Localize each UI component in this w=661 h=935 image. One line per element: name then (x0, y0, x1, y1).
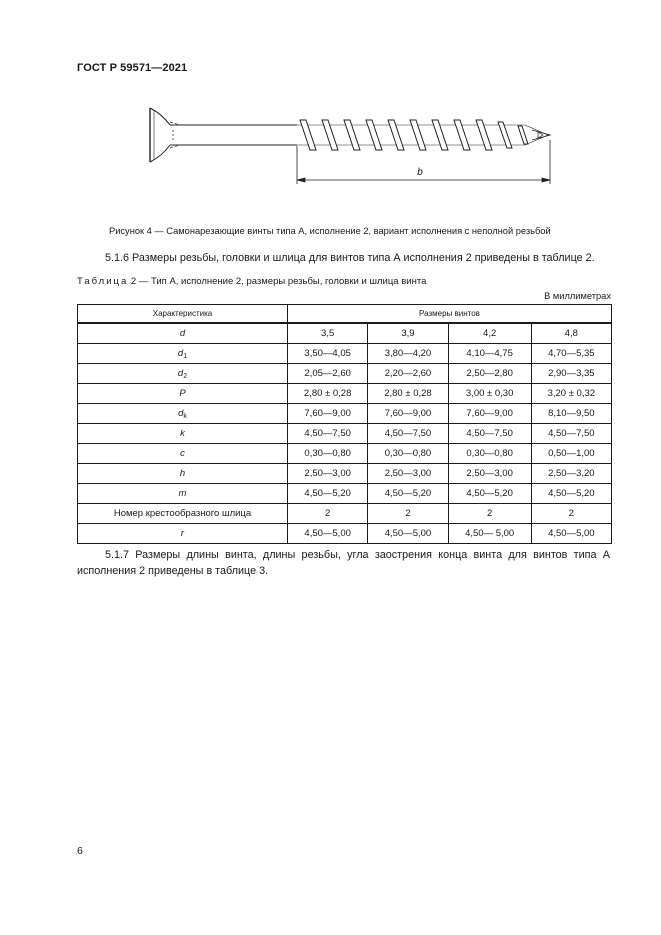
row-label-symbol: c (180, 448, 185, 459)
table-title-word: Таблица (77, 276, 129, 287)
table-row (78, 504, 612, 524)
row-label-symbol: d (177, 368, 184, 379)
value-cell: 4,8 (531, 323, 611, 344)
row-label (78, 344, 288, 364)
row-label-symbol: h (179, 468, 186, 479)
value-cell: 2,05—2,60 (288, 364, 368, 384)
standard-designation: ГОСТ Р 59571—2021 (77, 62, 188, 74)
row-label-symbol: d (177, 348, 184, 359)
table-title-text: — Тип А, исполнение 2, размеры резьбы, головки и шлица винта (136, 276, 427, 287)
screw-drawing-svg (140, 100, 560, 195)
row-label-subscript: 1 (183, 353, 188, 360)
table-row (78, 524, 612, 544)
value-cell: 2 (368, 504, 448, 524)
row-label-symbol: m (178, 488, 187, 499)
value-cell: 4,50—7,50 (368, 424, 448, 444)
table-header-row (78, 305, 612, 324)
row-label-symbol: P (179, 388, 186, 399)
row-label-symbol: Номер крестообразного шлица (113, 508, 252, 519)
value-cell: 2,50—3,20 (531, 464, 611, 484)
value-cell: 4,50—5,00 (368, 524, 448, 544)
row-label (78, 404, 288, 424)
value-cell: 8,10—9,50 (531, 404, 611, 424)
table-row (78, 344, 612, 364)
value-cell: 4,10—4,75 (448, 344, 531, 364)
value-cell: 4,50—7,50 (531, 424, 611, 444)
value-cell: 4,50—5,20 (368, 484, 448, 504)
table-title (77, 276, 426, 287)
row-label (78, 424, 288, 444)
dimension-b-label: b (417, 167, 423, 178)
value-cell: 4,50—5,20 (288, 484, 368, 504)
value-cell: 4,50—7,50 (448, 424, 531, 444)
table-body (78, 323, 612, 544)
value-cell: 4,2 (448, 323, 531, 344)
row-label-symbol: d (179, 328, 186, 339)
value-cell: 3,9 (368, 323, 448, 344)
row-label (78, 384, 288, 404)
row-label (78, 504, 288, 524)
figure-caption: Рисунок 4 — Самонарезающие винты типа А, исполнение 2, вариант исполнения с неполной резьбой (109, 226, 551, 236)
value-cell: 4,70—5,35 (531, 344, 611, 364)
value-cell: 3,20 ± 0,32 (531, 384, 611, 404)
table-row (78, 424, 612, 444)
value-cell: 7,60—9,00 (368, 404, 448, 424)
value-cell: 2 (288, 504, 368, 524)
value-cell: 0,30—0,80 (448, 444, 531, 464)
row-label-symbol: r (180, 528, 185, 539)
row-label-symbol: d (178, 408, 184, 419)
value-cell: 3,5 (288, 323, 368, 344)
header-screw-sizes: Размеры винтов (288, 305, 612, 324)
table-row (78, 444, 612, 464)
value-cell: 2,20—2,60 (368, 364, 448, 384)
value-cell: 2 (531, 504, 611, 524)
value-cell: 0,30—0,80 (368, 444, 448, 464)
screw-drawing (140, 100, 560, 195)
table-row (78, 323, 612, 344)
row-label (78, 524, 288, 544)
paragraph-5-1-7: 5.1.7 Размеры длины винта, длины резьбы, угла заострения конца винта для винтов типа А исполнения 2 приведены в таблице 3. (77, 549, 610, 577)
row-label (78, 364, 288, 384)
value-cell: 3,80—4,20 (368, 344, 448, 364)
table-row (78, 484, 612, 504)
value-cell: 2,80 ± 0,28 (368, 384, 448, 404)
header-characteristic: Характеристика (78, 305, 288, 324)
table-row (78, 384, 612, 404)
value-cell: 4,50—5,00 (531, 524, 611, 544)
value-cell: 2,80 ± 0,28 (288, 384, 368, 404)
row-label-subscript: 2 (183, 373, 188, 380)
value-cell: 2,50—2,80 (448, 364, 531, 384)
paragraph-5-1-6: 5.1.6 Размеры резьбы, головки и шлица для винтов типа А исполнения 2 приведены в таблице 2. (105, 252, 595, 264)
value-cell: 2,50—3,00 (448, 464, 531, 484)
table-units: В миллиметрах (544, 291, 611, 301)
value-cell: 2 (448, 504, 531, 524)
table-title-number: 2 (130, 276, 137, 287)
table-row (78, 364, 612, 384)
value-cell: 2,50—3,00 (288, 464, 368, 484)
value-cell: 3,00 ± 0,30 (448, 384, 531, 404)
value-cell: 4,50—5,00 (288, 524, 368, 544)
value-cell: 0,30—0,80 (288, 444, 368, 464)
value-cell: 4,50—7,50 (288, 424, 368, 444)
value-cell: 4,50—5,20 (448, 484, 531, 504)
value-cell: 7,60—9,00 (448, 404, 531, 424)
value-cell: 3,50—4,05 (288, 344, 368, 364)
value-cell: 2,90—3,35 (531, 364, 611, 384)
row-label (78, 323, 288, 344)
row-label (78, 484, 288, 504)
value-cell: 2,50—3,00 (368, 464, 448, 484)
screw-dimensions-table (77, 304, 612, 544)
value-cell: 0,50—1,00 (531, 444, 611, 464)
row-label-symbol: k (180, 428, 185, 439)
row-label (78, 464, 288, 484)
table-row (78, 404, 612, 424)
row-label-subscript: k (183, 413, 187, 420)
page-number: 6 (77, 845, 83, 857)
value-cell: 7,60—9,00 (288, 404, 368, 424)
table-row (78, 464, 612, 484)
value-cell: 4,50—5,20 (531, 484, 611, 504)
row-label (78, 444, 288, 464)
value-cell: 4,50— 5,00 (448, 524, 531, 544)
